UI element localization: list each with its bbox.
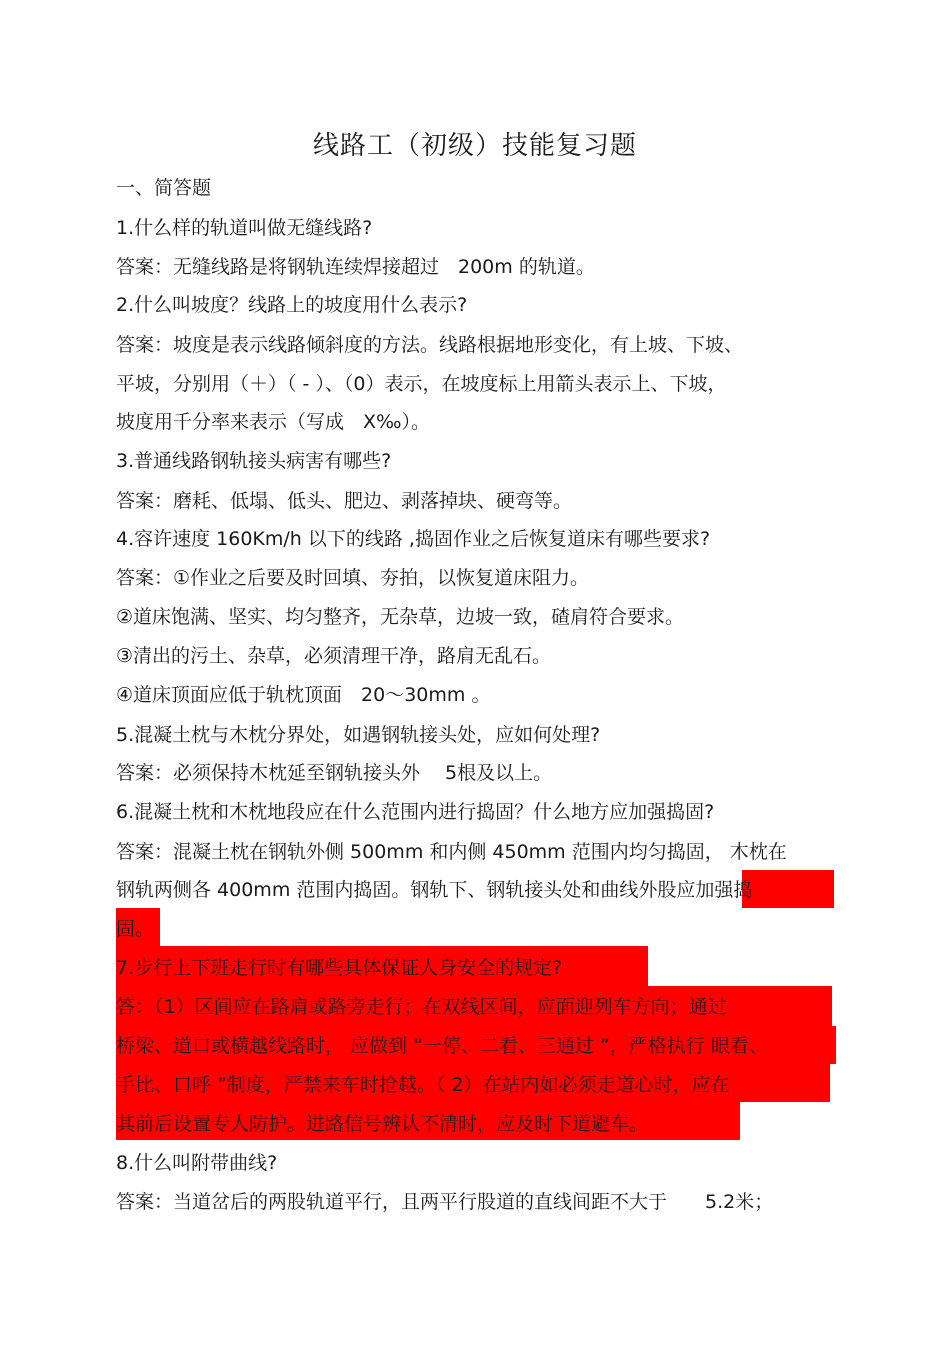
answer-4-line-4: ④道床顶面应低于轨枕顶面 20～30mm 。 <box>116 684 491 706</box>
answer-1: 答案：无缝线路是将钢轨连续焊接超过 200m 的轨道。 <box>116 256 595 278</box>
answer-4-line-1: 答案：①作业之后要及时回填、夯拍，以恢复道床阻力。 <box>116 567 590 589</box>
answer-7-line-3: 手比、口呼 ”制度，严禁来车时抢越。（ 2）在站内如必须走道心时，应在 <box>116 1074 730 1096</box>
question-8: 8.什么叫附带曲线? <box>116 1152 278 1174</box>
answer-4-line-3: ③清出的污土、杂草，必须清理干净，路肩无乱石。 <box>116 645 552 667</box>
question-6: 6.混凝土枕和木枕地段应在什么范围内进行捣固？什么地方应加强捣固? <box>116 801 715 823</box>
question-3: 3.普通线路钢轨接头病害有哪些? <box>116 450 392 472</box>
document-title: 线路工（初级）技能复习题 <box>312 131 637 161</box>
answer-5: 答案：必须保持木枕延至钢轨接头外 5根及以上。 <box>116 762 553 784</box>
answer-7-line-4: 其前后设置专人防护。进路信号辨认不清时，应及时下道避车。 <box>116 1113 649 1135</box>
answer-8-line-1: 答案：当道岔后的两股轨道平行，且两平行股道的直线间距不大于 5.2米； <box>116 1191 774 1213</box>
question-2: 2.什么叫坡度？线路上的坡度用什么表示? <box>116 294 468 316</box>
answer-6-line-1: 答案：混凝土枕在钢轨外侧 500mm 和内侧 450mm 范围内均匀捣固， 木枕在 <box>116 841 787 863</box>
question-4: 4.容许速度 160Km/h 以下的线路 ,捣固作业之后恢复道床有哪些要求? <box>116 528 711 550</box>
answer-3: 答案：磨耗、低塌、低头、肥边、剥落掉块、硬弯等。 <box>116 490 573 512</box>
answer-4-line-2: ②道床饱满、坚实、均匀整齐，无杂草，边坡一致，碴肩符合要求。 <box>116 606 685 628</box>
answer-6-line-2: 钢轨两侧各 400mm 范围内捣固。钢轨下、钢轨接头处和曲线外股应加强捣 <box>116 879 753 901</box>
highlight-block <box>742 870 834 908</box>
question-7: 7.步行上下班走行时有哪些具体保证人身安全的规定? <box>116 957 563 979</box>
question-5: 5.混凝土枕与木枕分界处，如遇钢轨接头处，应如何处理? <box>116 724 601 746</box>
question-1: 1.什么样的轨道叫做无缝线路? <box>116 217 373 239</box>
answer-2-line-1: 答案：坡度是表示线路倾斜度的方法。线路根据地形变化，有上坡、下坡、 <box>116 334 744 356</box>
answer-2-line-3: 坡度用千分率来表示（写成 X‰）。 <box>116 411 431 433</box>
answer-7-line-2: 桥梁、道口或横越线路时， 应做到 “一停、二看、三通过 ”，严格执行 眼看、 <box>116 1035 768 1057</box>
section-heading: 一、简答题 <box>116 177 212 199</box>
answer-6-line-3: 固。 <box>116 918 155 940</box>
answer-7-line-1: 答：（1）区间应在路肩或路旁走行；在双线区间，应面迎列车方向；通过 <box>116 996 727 1018</box>
answer-2-line-2: 平坡，分别用（＋）（ - ）、（0）表示，在坡度标上用箭头表示上、下坡， <box>116 373 727 395</box>
